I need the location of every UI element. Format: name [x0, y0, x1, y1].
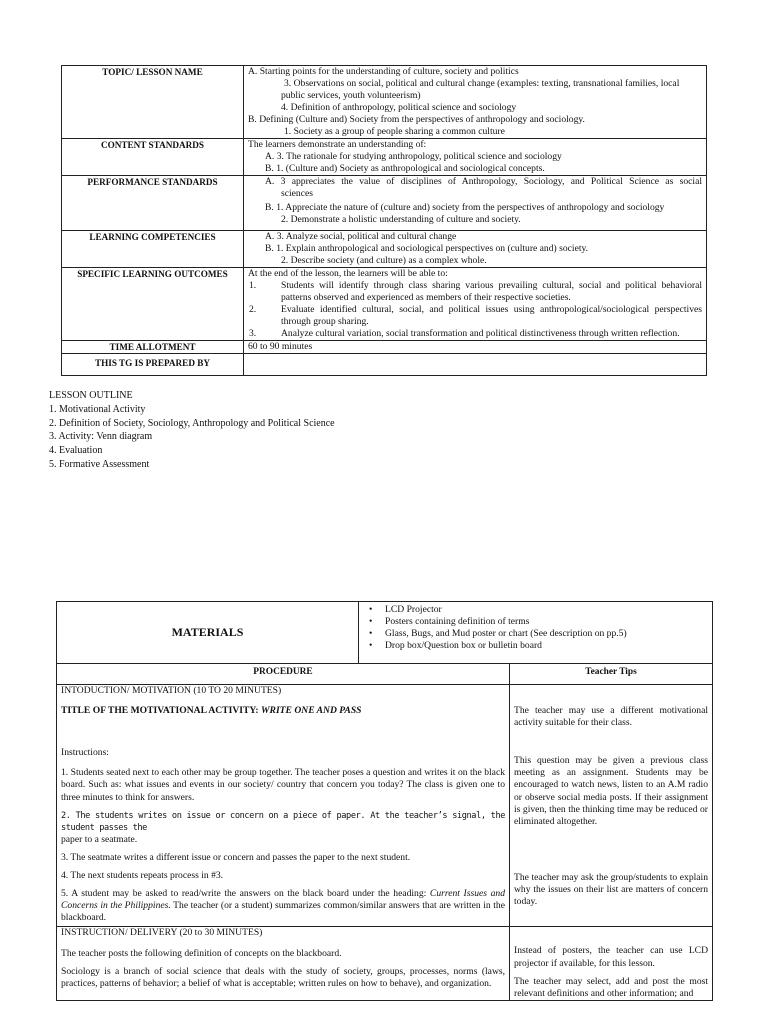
performance-standards-b1: B. 1. Appreciate the nature of (culture and) society from the perspectives of anthropology and sociology [265, 202, 665, 213]
performance-standards-row [62, 176, 707, 231]
specific-outcome-2: 2. Evaluate identified cultural, social, and political issues using anthropological/sociological perspectives through group sharing. [249, 304, 702, 327]
intro-section-heading: INTODUCTION/ MOTIVATION (10 TO 20 MINUTES) [61, 685, 282, 697]
topic-label: TOPIC/ LESSON NAME [62, 66, 244, 139]
posts-definitions: The teacher posts the following definition of concepts on the blackboard. [61, 947, 342, 959]
topic-b: B. Defining (Culture and) Society from the perspectives of anthropology and sociology. [248, 114, 585, 125]
materials-list [363, 604, 708, 652]
lesson-outline-item: 4. Evaluation [49, 445, 103, 457]
specific-outcome-1: 1. Students will identify through class sharing various prevailing cultural, social and political behavioral patterns observed and experienced as members of their respective societies. [249, 280, 702, 303]
tip-3: The teacher may ask the group/students to explain why the issues on their list are matters of concern today. [514, 871, 709, 908]
topic-a4: 4. Definition of anthropology, political science and sociology [281, 102, 517, 113]
topic-content [244, 66, 707, 139]
tip-5: The teacher may select, add and post the most relevant definitions and other information; and [514, 975, 709, 999]
lesson-info-table [61, 65, 707, 376]
performance-standards-a-line1: A. 3 appreciates the value of disciplines of Anthropology, Sociology, and Political Science as social [265, 176, 702, 187]
tip-2: This question may be given a previous class meeting as an assignment. Students may be encouraged to watch news, listen to an A.M radio or observe social media posts. If their assignment is given, then the thinking time may be reduced or eliminated altogether. [514, 755, 709, 827]
topic-a3-line2: public services, youth volunteerism) [281, 90, 421, 101]
teacher-tips-header: Teacher Tips [510, 664, 713, 685]
instruction-section-heading: INSTRUCTION/ DELIVERY (20 to 30 MINUTES) [61, 927, 263, 939]
content-standards-label: CONTENT STANDARDS [62, 139, 244, 176]
learning-competencies-row [62, 231, 707, 268]
procedure-header: PROCEDURE [57, 664, 510, 685]
topic-b1: 1. Society as a group of people sharing a common culture [284, 126, 505, 137]
step-5: 5. A student may be asked to read/write the answers on the black board under the heading: Current Issues and Concerns in the Philippines. The teacher (or a student) summarizes common/similar answers that are written in the blackboard. [61, 888, 505, 924]
prepared-by-label: THIS TG IS PREPARED BY [62, 354, 244, 376]
prepared-by-row [62, 354, 707, 376]
materials-item: • Glass, Bugs, and Mud poster or chart (See description on pp.5) [385, 628, 708, 640]
specific-outcome-3: 3. Analyze cultural variation, social transformation and political distinctiveness through written reflection. [249, 328, 680, 339]
learning-competencies-label: LEARNING COMPETENCIES [62, 231, 244, 268]
instructions-label: Instructions: [61, 747, 109, 759]
prepared-by-value [244, 354, 707, 376]
materials-item: • Drop box/Question box or bulletin board [385, 640, 708, 652]
content-standards-content [244, 139, 707, 176]
lesson-outline-item: 1. Motivational Activity [49, 403, 146, 415]
topic-row [62, 66, 707, 139]
step-1: 1. Students seated next to each other may be group together. The teacher poses a question and writes it on the black board. Such as: what issues and events in our society/ country that concern you today? The class is given one to three minutes to think for answers. [61, 767, 505, 803]
motivation-procedure [57, 685, 510, 927]
step-3: 3. The seatmate writes a different issue or concern and passes the paper to the next student. [61, 851, 411, 863]
content-standards-row [62, 139, 707, 176]
content-standards-a: A. 3. The rationale for studying anthropology, political science and sociology [265, 151, 562, 162]
learning-competencies-b1: B. 1. Explain anthropological and sociological perspectives on (culture and) society. [265, 243, 589, 254]
lesson-outline-item: 2. Definition of Society, Sociology, Anthropology and Political Science [49, 417, 335, 429]
specific-outcomes-intro: At the end of the lesson, the learners will be able to: [248, 268, 448, 279]
learning-competencies-content [244, 231, 707, 268]
learning-competencies-a: A. 3. Analyze social, political and cultural change [265, 231, 457, 242]
instruction-procedure [57, 927, 510, 1000]
specific-outcomes-row [62, 268, 707, 341]
lesson-outline-heading: LESSON OUTLINE [49, 390, 133, 401]
lesson-outline-item: 3. Activity: Venn diagram [49, 431, 153, 443]
performance-standards-label: PERFORMANCE STANDARDS [62, 176, 244, 231]
materials-list-cell [359, 602, 713, 664]
instruction-tips [510, 927, 713, 1000]
topic-a: A. Starting points for the understanding of culture, society and politics [248, 66, 519, 77]
specific-outcomes-content [244, 268, 707, 341]
motivational-activity-title: TITLE OF THE MOTIVATIONAL ACTIVITY: WRITE ONE AND PASS [61, 705, 362, 717]
lesson-outline [49, 389, 335, 472]
performance-standards-b2: 2. Demonstrate a holistic understanding of culture and society. [281, 214, 521, 225]
motivation-tips [510, 685, 713, 927]
materials-row [57, 602, 713, 664]
time-allotment-row [62, 341, 707, 354]
content-standards-b: B. 1. (Culture and) Society as anthropological and sociological concepts. [265, 163, 545, 174]
sociology-definition: Sociology is a branch of social science that deals with the study of society, groups, processes, norms (laws, practices, patterns of behavior; a belief of what is acceptable; written rules on how to behave), and organization. [61, 965, 505, 989]
lesson-outline-item: 5. Formative Assessment [49, 458, 150, 470]
time-allotment-value: 60 to 90 minutes [244, 341, 707, 354]
time-allotment-label: TIME ALLOTMENT [62, 341, 244, 354]
content-standards-intro: The learners demonstrate an understanding of: [248, 139, 427, 150]
materials-label: MATERIALS [57, 602, 359, 664]
performance-standards-content [244, 176, 707, 231]
learning-competencies-b2: 2. Describe society (and culture) as a complex whole. [281, 255, 487, 266]
procedure-header-row [57, 664, 713, 685]
topic-a3-line1: 3. Observations on social, political and cultural change (examples: texting, transnational families, local [284, 78, 680, 89]
tip-1: The teacher may use a different motivational activity suitable for their class. [514, 705, 709, 729]
step-4: 4. The next students repeats process in #3. [61, 870, 224, 882]
instruction-row [57, 927, 713, 1000]
materials-item: • Posters containing definition of terms [385, 616, 708, 628]
materials-item: • LCD Projector [385, 604, 708, 616]
motivation-row [57, 685, 713, 927]
performance-standards-a-line2: sciences [281, 188, 313, 199]
step-2: 2. The students writes on issue or concern on a piece of paper. At the teacher’s signal, the student passes the paper to a seatmate. [61, 810, 505, 845]
procedure-table [56, 601, 713, 1001]
specific-outcomes-label: SPECIFIC LEARNING OUTCOMES [62, 268, 244, 341]
tip-4: Instead of posters, the teacher can use LCD projector if available, for this lesson. [514, 945, 709, 969]
